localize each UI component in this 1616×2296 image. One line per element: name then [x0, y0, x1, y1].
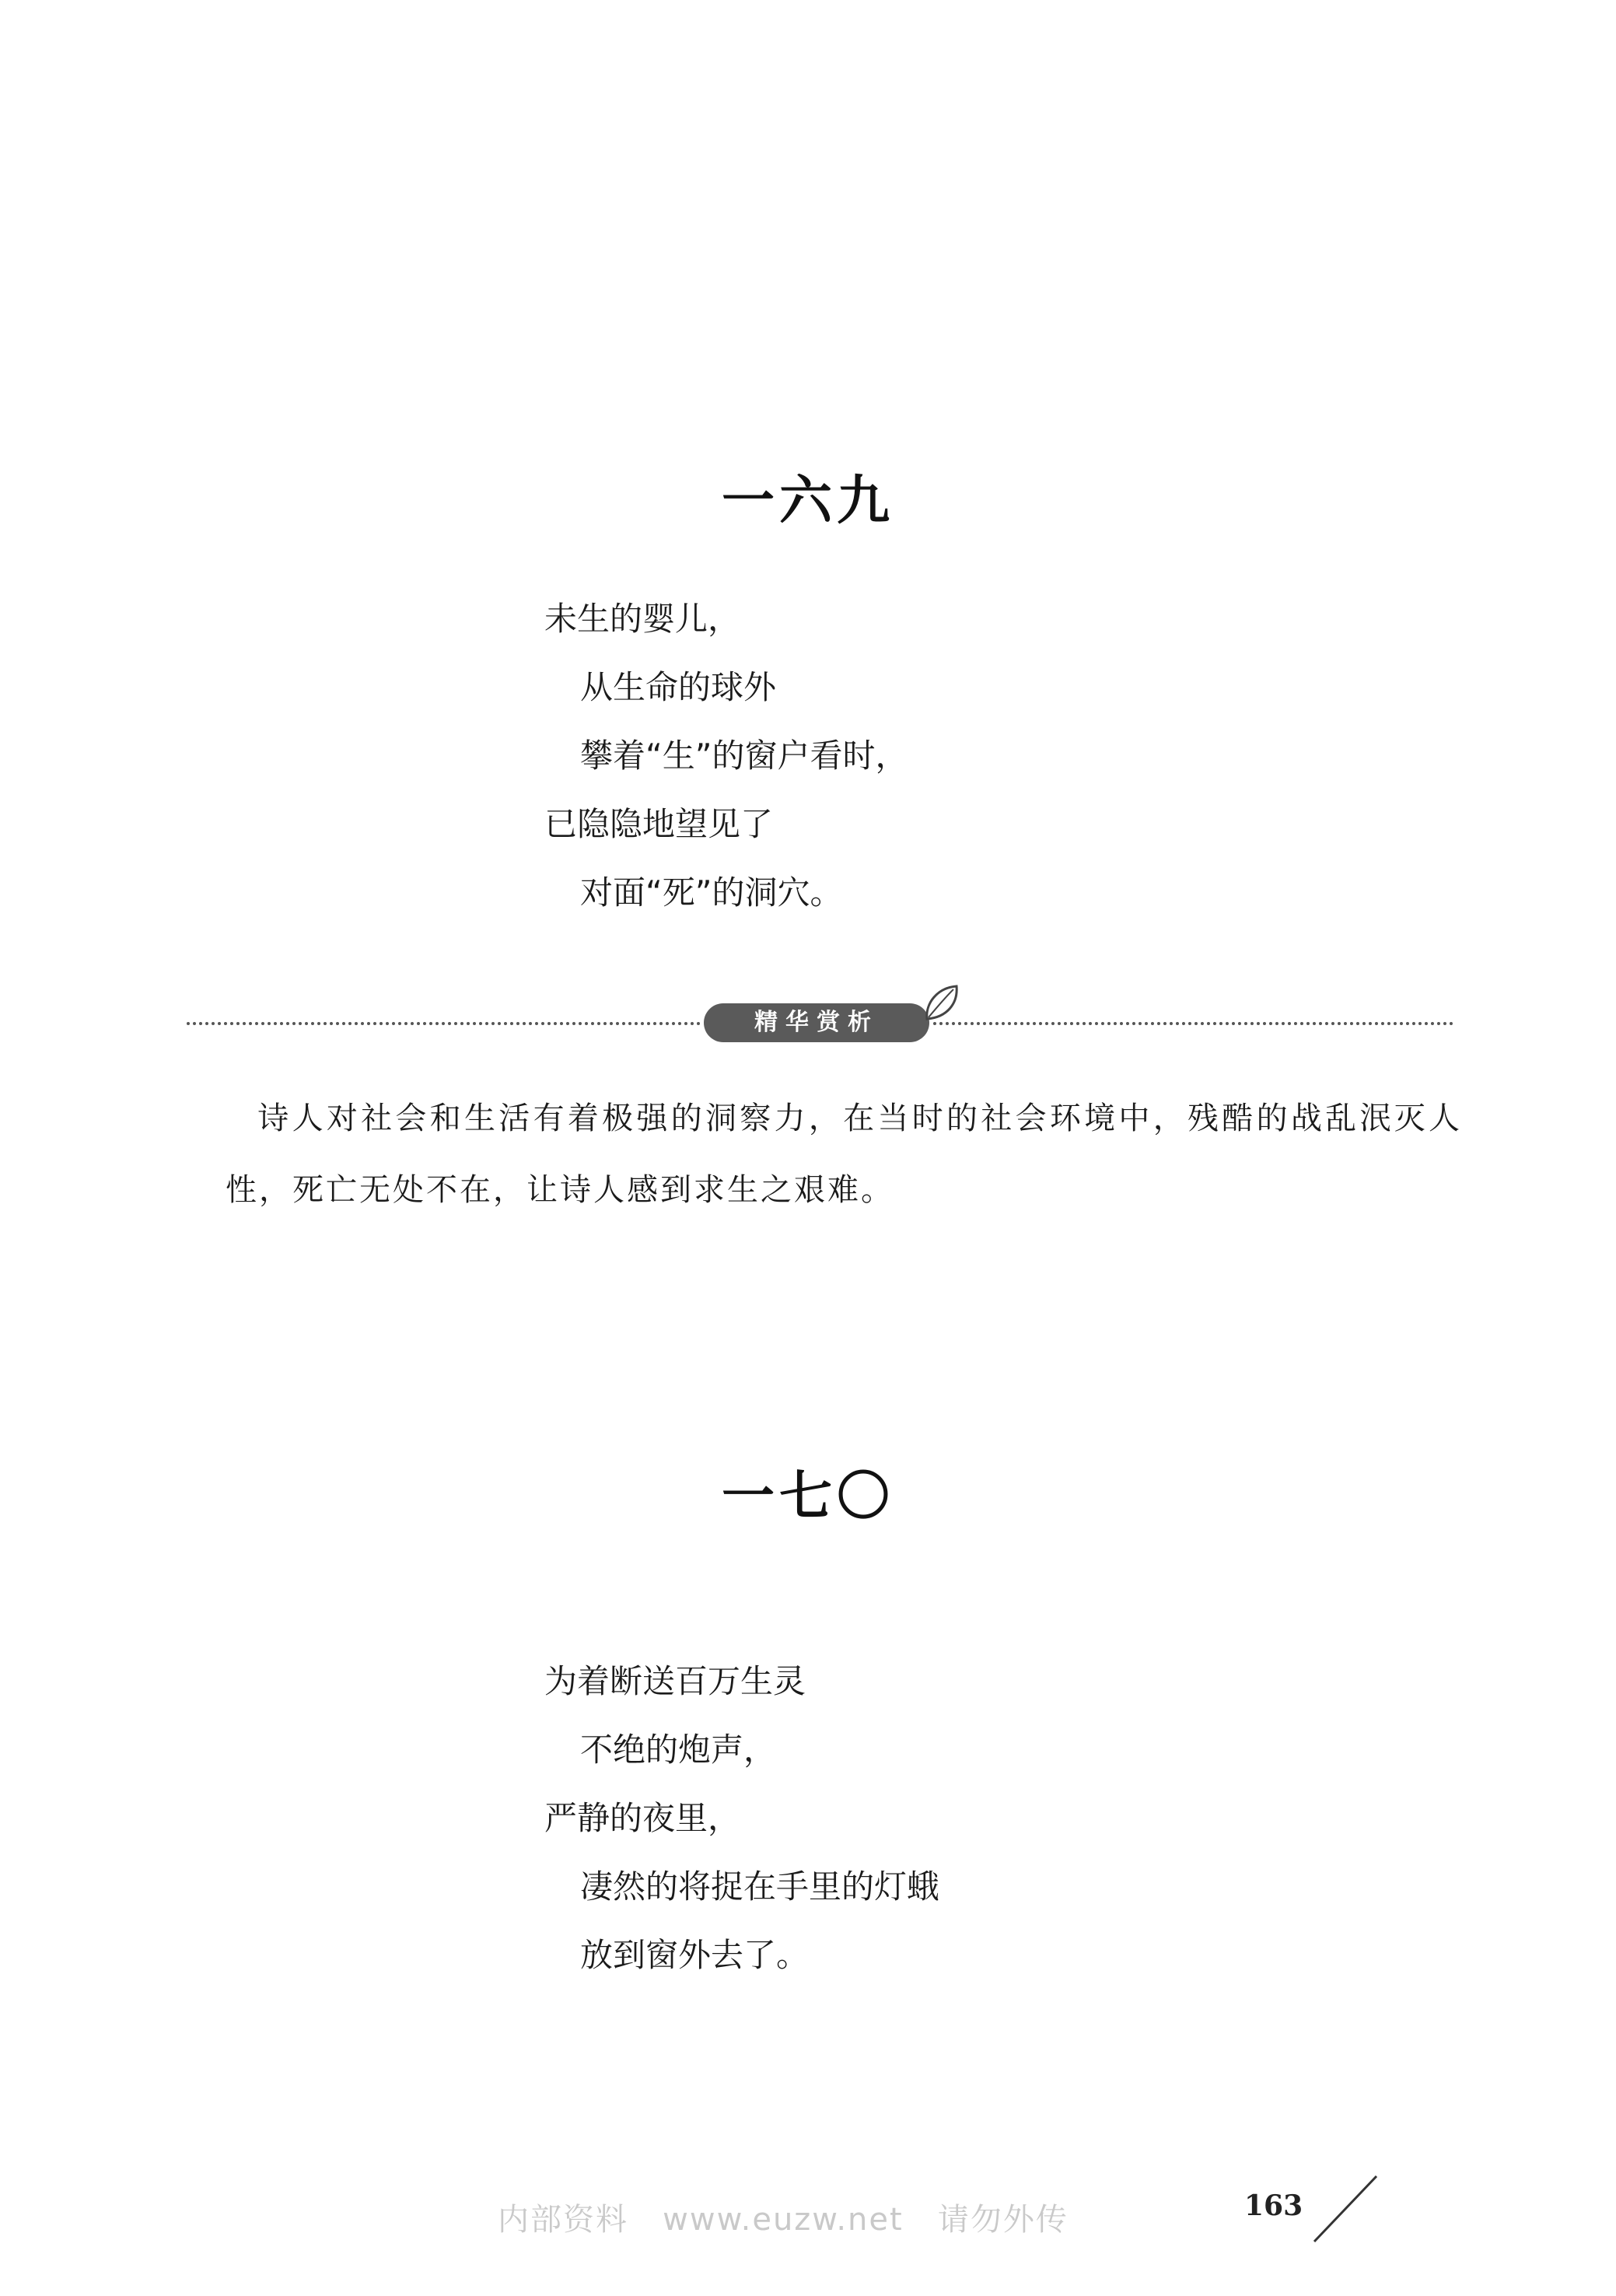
page-number: 163	[1244, 2189, 1303, 2222]
poem-line: 已隐隐地望见了	[544, 805, 774, 843]
leaf-icon	[918, 980, 964, 1027]
poem-170-body	[544, 1647, 939, 1990]
poem-169-body	[544, 585, 908, 927]
poem-line: 不绝的炮声，	[580, 1731, 777, 1769]
poem-line: 凄然的将捉在手里的灯蛾	[580, 1867, 940, 1906]
poem-title-169: 一六九	[721, 471, 894, 532]
poem-line: 放到窗外去了。	[580, 1936, 810, 1974]
corner-slash-icon	[1306, 2170, 1384, 2248]
poem-line: 攀着“生”的窗户看时，	[580, 737, 908, 775]
commentary-text: 诗人对社会和生活有着极强的洞察力，在当时的社会环境中，残酷的战乱泯灭人性，死亡无处不在，让诗人感到求生之艰难。	[226, 1101, 1462, 1208]
poem-line: 从生命的球外	[580, 668, 777, 706]
commentary-paragraph	[226, 1083, 1462, 1226]
section-divider	[187, 1003, 1454, 1042]
poem-line: 对面“死”的洞穴。	[580, 873, 843, 912]
poem-line: 为着断送百万生灵	[544, 1662, 806, 1700]
poem-line: 严静的夜里，	[544, 1799, 741, 1837]
watermark: 内部资料 www.euzw.net 请勿外传	[498, 2202, 1069, 2238]
poem-title-170: 一七〇	[721, 1466, 894, 1528]
poem-line: 未生的婴儿，	[544, 600, 741, 638]
section-badge: 精华赏析	[704, 1003, 929, 1042]
